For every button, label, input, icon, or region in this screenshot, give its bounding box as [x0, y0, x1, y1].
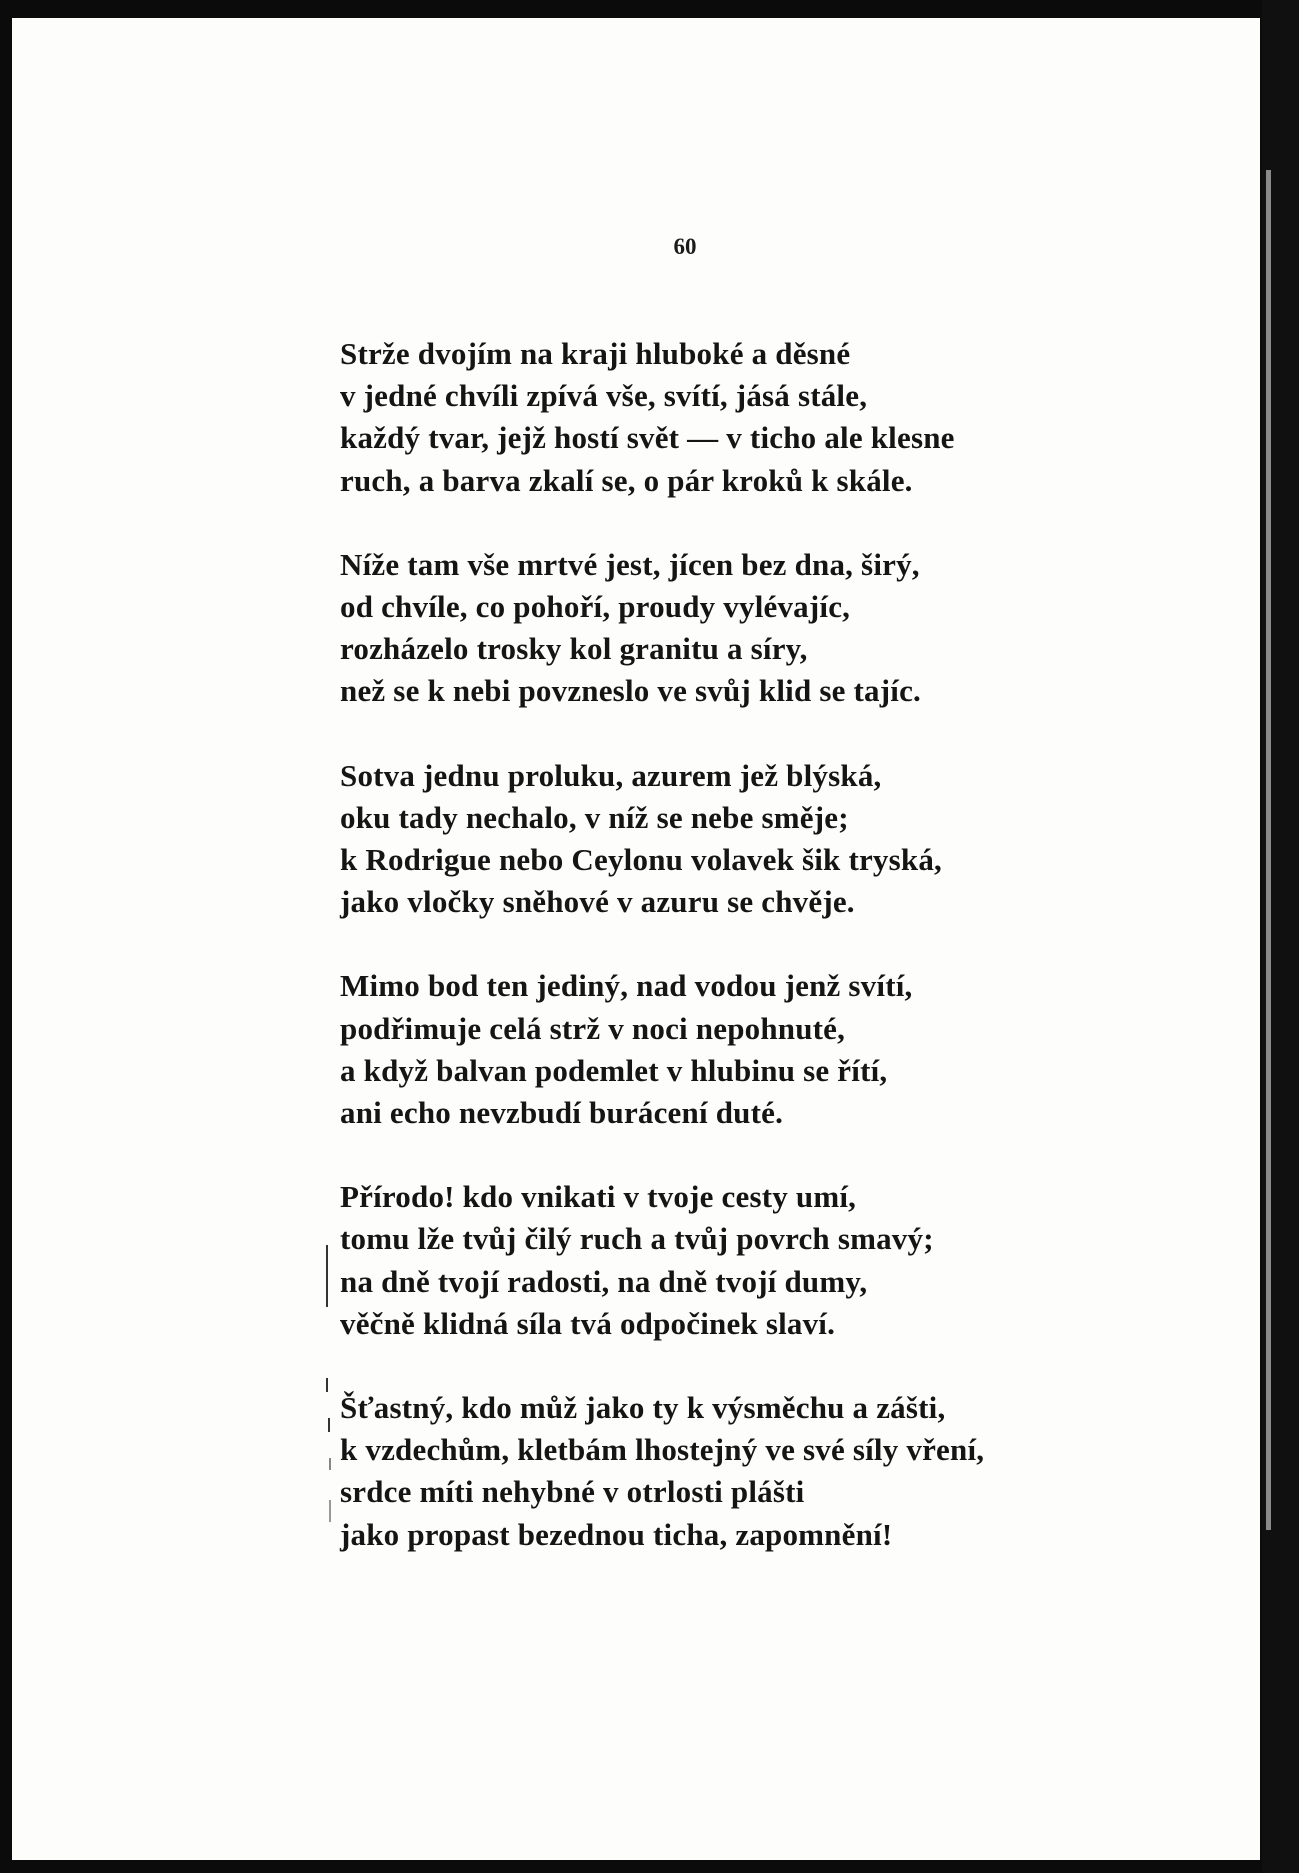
poem-line: Mimo bod ten jediný, nad vodou jenž svítí, [340, 968, 913, 1004]
poem-line: tomu lže tvůj čilý ruch a tvůj povrch smavý; [340, 1221, 934, 1257]
poem-line: Sotva jednu proluku, azurem jež blýská, [340, 757, 882, 793]
poem-line: jako propast bezednou ticha, zapomnění! [340, 1516, 893, 1552]
poem-line: na dně tvojí radosti, na dně tvojí dumy, [340, 1263, 868, 1299]
poem-line: Přírodo! kdo vnikati v tvoje cesty umí, [340, 1179, 857, 1215]
page-number: 60 [673, 234, 697, 259]
margin-mark [326, 1245, 328, 1307]
poem-line: Šťastný, kdo můž jako ty k výsměchu a zášti, [340, 1390, 946, 1426]
margin-mark [329, 1500, 331, 1522]
stanza-2 [340, 544, 1100, 713]
poem-line: Níže tam vše mrtvé jest, jícen bez dna, širý, [340, 546, 920, 582]
poem-line: ani echo nevzbudí burácení duté. [340, 1095, 784, 1131]
margin-mark [328, 1418, 330, 1432]
stanza-3 [340, 755, 1100, 924]
poem-line: než se k nebi povzneslo ve svůj klid se tajíc. [340, 673, 921, 709]
poem-line: věčně klidná síla tvá odpočinek slaví. [340, 1305, 836, 1341]
stanza-6 [340, 1387, 1100, 1556]
poem-line: oku tady nechalo, v níž se nebe směje; [340, 799, 849, 835]
stanza-4 [340, 965, 1100, 1134]
poem [340, 333, 1100, 1598]
poem-line: každý tvar, jejž hostí svět — v ticho ale klesne [340, 420, 955, 456]
margin-mark [329, 1458, 331, 1470]
stanza-5 [340, 1176, 1100, 1345]
margin-mark [326, 1378, 328, 1392]
poem-line: a když balvan podemlet v hlubinu se řítí, [340, 1052, 888, 1088]
poem-line: podřimuje celá strž v noci nepohnuté, [340, 1010, 846, 1046]
poem-line: ruch, a barva zkalí se, o pár kroků k skále. [340, 462, 913, 498]
poem-line: k vzdechům, kletbám lhostejný ve své síly vření, [340, 1432, 985, 1468]
poem-line: Strže dvojím na kraji hluboké a děsné [340, 336, 851, 371]
poem-line: k Rodrigue nebo Ceylonu volavek šik tryská, [340, 842, 942, 878]
poem-line: v jedné chvíli zpívá vše, svítí, jásá stále, [340, 378, 868, 414]
poem-line: rozházelo trosky kol granitu a síry, [340, 631, 808, 667]
page-edge-highlight [1266, 170, 1271, 1530]
stanza-1 [340, 333, 1100, 502]
poem-line: jako vločky sněhové v azuru se chvěje. [340, 884, 855, 920]
poem-line: od chvíle, co pohoří, proudy vylévajíc, [340, 589, 851, 625]
poem-line: srdce míti nehybné v otrlosti plášti [340, 1474, 805, 1510]
